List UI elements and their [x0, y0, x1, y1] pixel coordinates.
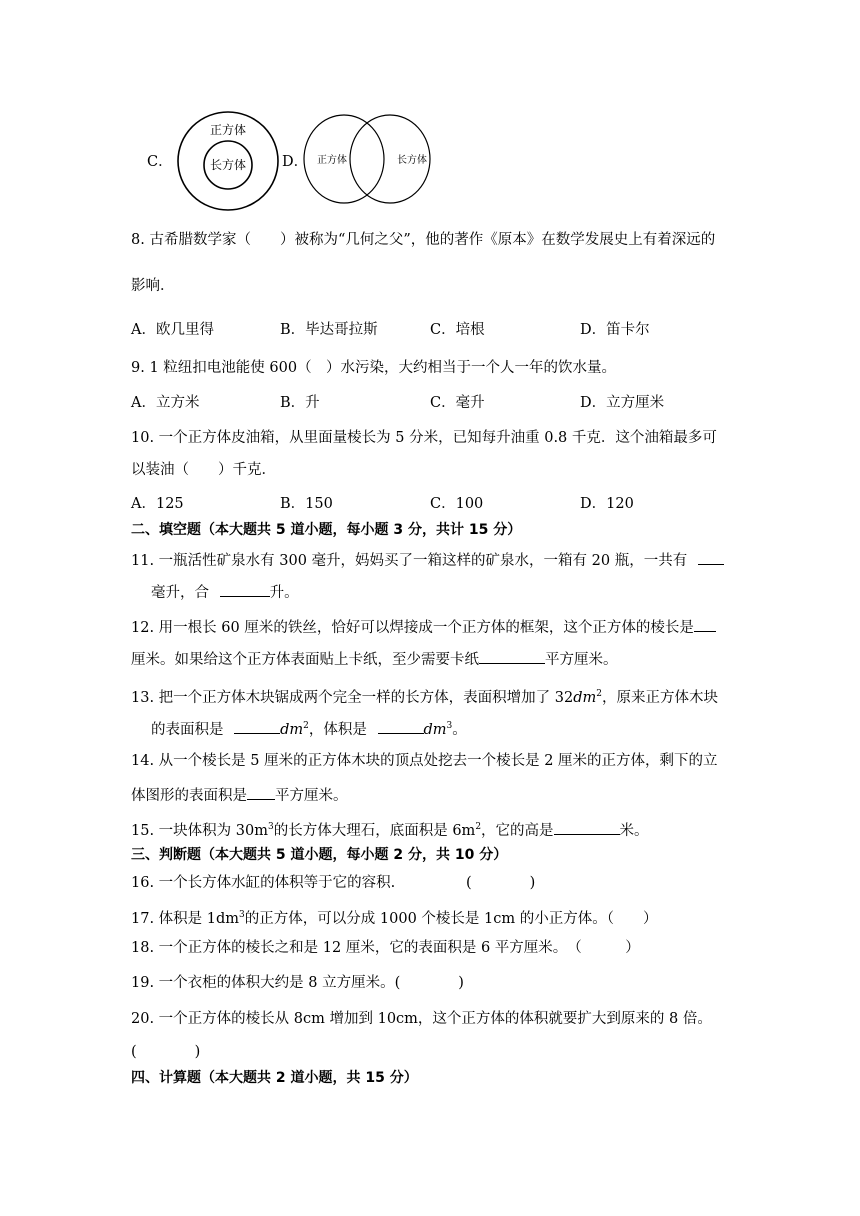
q13-line1 [131, 684, 718, 708]
q17-text-b: 的正方体，可以分成 1000 个棱长是 1cm 的小正方体。（ ） [244, 910, 658, 927]
inner-label: 长方体 [209, 158, 247, 172]
q13-unit-3: dm [423, 721, 447, 738]
q11-blank-2[interactable] [220, 582, 270, 597]
q8-option-a: A．欧几里得 [131, 322, 214, 338]
q16-text: 16. 一个长方体水缸的体积等于它的容积. [131, 875, 396, 891]
q12-text2a: 厘米。如果给这个正方体表面贴上卡纸，至少需要卡纸 [131, 652, 479, 668]
section-3-heading: 三、判断题（本大题共 5 道小题，每小题 2 分，共 10 分） [131, 847, 508, 863]
q13-text1a: 13. 把一个正方体木块锯成两个完全一样的长方体，表面积增加了 32 [131, 689, 574, 706]
q13-text2a: 的表面积是 [151, 721, 224, 738]
q13-blank-2[interactable] [378, 719, 424, 734]
q13-text2c: 。 [452, 721, 467, 738]
figure-c-nested-circles [176, 110, 286, 212]
q14-line1: 14. 从一个棱长是 5 厘米的正方体木块的顶点处挖去一个棱长是 2 厘米的正方体，剩下的立 [131, 753, 718, 769]
q13-blank-1[interactable] [234, 719, 280, 734]
q11-line1 [131, 550, 724, 571]
option-d-label: D． [282, 154, 309, 170]
q14-text2a: 体图形的表面积是 [131, 788, 247, 804]
q9-option-c: C．毫升 [430, 395, 485, 411]
q13-text1b: ，原来正方体木块 [602, 689, 719, 706]
q17-line [131, 905, 657, 929]
q10-line1: 10. 一个正方体皮油箱，从里面量棱长为 5 分米，已知每升油重 0.8 千克．这个油箱最多可 [131, 430, 717, 446]
q8-option-c: C．培根 [430, 322, 485, 338]
q8-line1: 8. 古希腊数学家（ ）被称为“几何之父”，他的著作《原本》在数学发展史上有着深远的 [131, 232, 716, 248]
q19-text: 19. 一个衣柜的体积大约是 8 立方厘米。( ) [131, 975, 464, 991]
q15-text-c: ，它的高是 [481, 822, 554, 839]
q20-answer-paren[interactable]: ( ) [131, 1044, 201, 1060]
q18-text: 18. 一个正方体的棱长之和是 12 厘米，它的表面积是 6 平方厘米。 （ ） [131, 940, 640, 956]
q11-line2 [151, 582, 299, 603]
q15-line [131, 817, 649, 841]
q10-line2: 以装油（ ）千克． [131, 462, 276, 478]
q16-answer-paren[interactable]: ( ) [466, 875, 536, 891]
q13-unit: dm [573, 689, 597, 706]
figure-d-venn [300, 112, 436, 208]
q15-exp-2: 2 [475, 822, 482, 832]
q17-text-a: 17. 体积是 1dm [131, 910, 240, 927]
q9-option-a: A．立方米 [131, 395, 200, 411]
q12-blank-2[interactable] [479, 649, 545, 664]
section-2-heading: 二、填空题（本大题共 5 道小题，每小题 3 分，共计 15 分） [131, 522, 522, 538]
q12-text2b: 平方厘米。 [545, 652, 618, 668]
q11-blank-1[interactable] [698, 550, 724, 565]
q15-exp-1: 3 [267, 822, 274, 832]
q12-text1: 12. 用一根长 60 厘米的铁丝，恰好可以焊接成一个正方体的框架，这个正方体的棱长是 [131, 620, 694, 636]
q17-exp: 3 [239, 910, 245, 920]
q9-line1: 9. 1 粒纽扣电池能使 600（ ）水污染，大约相当于一个人一年的饮水量。 [131, 360, 617, 376]
right-label: 长方体 [397, 155, 427, 166]
q13-text2b: ，体积是 [308, 721, 367, 738]
q15-blank[interactable] [554, 820, 620, 835]
q20-line1: 20. 一个正方体的棱长从 8cm 增加到 10cm，这个正方体的体积就要扩大到原来的 8 倍。 [131, 1011, 712, 1027]
q11-text2b: 升。 [269, 585, 299, 601]
q12-line1 [131, 617, 716, 638]
q10-option-c: C．100 [430, 496, 484, 512]
q12-blank-1[interactable] [694, 617, 716, 632]
left-label: 正方体 [317, 155, 347, 166]
q14-text2b: 平方厘米。 [275, 788, 348, 804]
q13-unit-2-exp: 2 [303, 721, 309, 731]
q14-line2 [131, 785, 348, 806]
q8-option-b: B．毕达哥拉斯 [280, 322, 378, 338]
q15-text-b: 的长方体大理石，底面积是 6m [273, 822, 476, 839]
q11-text1: 11. 一瓶活性矿泉水有 300 毫升，妈妈买了一箱这样的矿泉水，一箱有 20 瓶，一共有 [131, 553, 688, 569]
q13-unit-3-exp: 3 [446, 721, 453, 731]
q9-option-d: D．立方厘米 [580, 395, 665, 411]
option-c-label: C． [147, 154, 173, 170]
q9-option-b: B．升 [280, 395, 320, 411]
q8-line2: 影响． [131, 278, 175, 294]
q13-unit-exp: 2 [596, 689, 603, 699]
q11-text2a: 毫升，合 [151, 585, 209, 601]
q12-line2 [131, 649, 618, 670]
outer-label: 正方体 [209, 123, 247, 137]
q10-option-d: D．120 [580, 496, 634, 512]
q8-option-d: D．笛卡尔 [580, 322, 650, 338]
q13-unit-2: dm [280, 721, 304, 738]
q13-line2 [151, 716, 467, 740]
section-4-heading: 四、计算题（本大题共 2 道小题，共 15 分） [131, 1070, 418, 1086]
q10-option-b: B．150 [280, 496, 333, 512]
q10-option-a: A．125 [131, 496, 184, 512]
q15-text-a: 15. 一块体积为 30m [131, 822, 268, 839]
q14-blank[interactable] [247, 785, 275, 800]
q15-text-d: 米。 [619, 822, 649, 839]
